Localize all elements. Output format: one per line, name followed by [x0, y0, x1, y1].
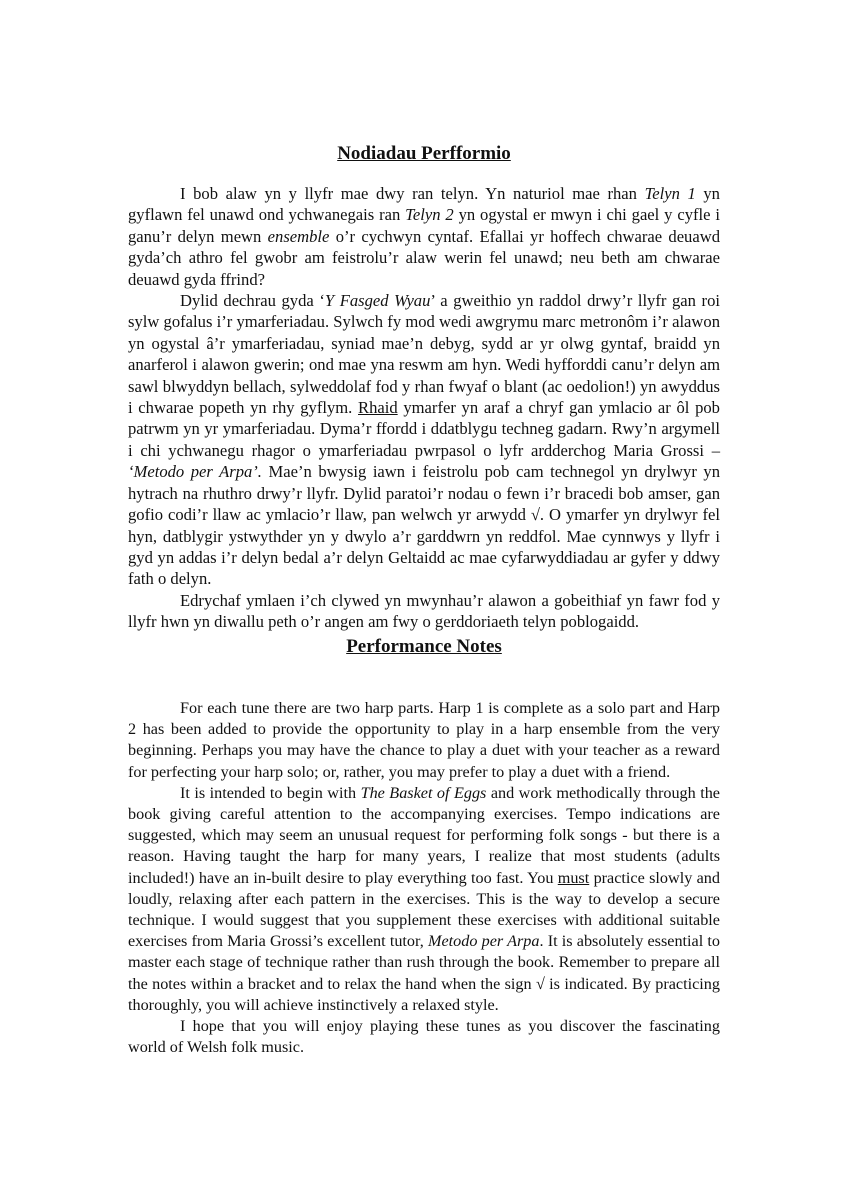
- italic-text: Telyn 1: [644, 184, 696, 203]
- italic-text: Telyn 2: [405, 205, 454, 225]
- text-run: ’ a gweithio yn raddol drwy’r llyfr gan roi sylw gofalus i’r ymarferiadau. Sylwch fy mod wedi awgrymu marc metronôm i’r alawon yn ogystal â’r ymarferiadau, syniad mae’n debyg, sydd ar yr olwg gyntaf, braidd yn anarferol i alawon gwerin; ond mae yna reswm am hyn. Wedi hyfforddi canu’r delyn am sawl blwyddyn bellach, sylweddolaf fod y rhan fwyaf o blant (ac oedolion!) yn awyddus i chwarae popeth yn rhy gyflym.: [128, 291, 720, 418]
- text-run: Dylid dechrau gyda ‘: [180, 291, 325, 311]
- welsh-paragraph-1: [128, 183, 720, 290]
- text-run: yn gyflawn fel unawd ond ychwanegais ran: [128, 184, 720, 225]
- text-run: yn ogystal er mwyn i chi gael y cyfle i ganu’r delyn mewn: [128, 205, 720, 246]
- english-paragraph-1: For each tune there are two harp parts. Harp 1 is complete as a solo part and Harp 2 has been added to provide the opportunity to play in a harp ensemble from the very beginning. Perhaps you may have the chance to play a duet with your teacher as a reward for perfecting your harp solo; or, rather, you may prefer to play a duet with a friend.: [128, 699, 720, 781]
- welsh-paragraph-3: Edrychaf ymlaen i’ch clywed yn mwynhau’r alawon a gobeithiaf yn fawr fod y llyfr hwn yn diwallu peth o’r angen am fwy o gerddoriaeth telyn poblogaidd.: [128, 590, 720, 632]
- english-paragraph-2: [128, 783, 720, 1016]
- english-section-title: Performance Notes: [346, 636, 502, 657]
- welsh-paragraph-2: [128, 290, 720, 590]
- text-run: o’r cychwyn cyntaf. Efallai yr hoffech chwarae deuawd gyda’ch athro fel gwobr am feistrolu’r alaw werin fel unawd; neu beth am chwarae deuawd gyda ffrind?: [128, 226, 721, 289]
- italic-text: ‘Metodo per Arpa’.: [128, 462, 262, 482]
- underlined-text: Rhaid: [358, 398, 398, 418]
- text-run: ymarfer yn araf a chryf gan ymlacio ar ôl pob patrwm yn yr ymarferiadau. Dyma’r ffordd i ddatblygu techneg gadarn. Rwy’n argymell i chi ychwanegu rhagor o ymarferiadau pwrpasol o lyfr ardderchog Maria Grossi –: [128, 398, 720, 460]
- text-run: . It is absolutely essential to master each stage of technique rather than rush through the book. Remember to prepare all the notes within a bracket and to relax the hand when the sign √ is indicated. By practicing thoroughly, you will achieve instinctively a relaxed style.: [128, 932, 720, 1014]
- italic-text: Metodo per Arpa: [428, 932, 540, 951]
- italic-text: Y Fasged Wyau: [324, 291, 431, 311]
- english-section-body: [128, 698, 720, 1058]
- welsh-section-title: Nodiadau Perfformio: [337, 143, 511, 164]
- english-paragraph-3: I hope that you will enjoy playing these tunes as you discover the fascinating world of Welsh folk music.: [128, 1017, 720, 1057]
- text-run: It is intended to begin with: [180, 783, 361, 802]
- text-run: and work methodically through the book giving careful attention to the accompanying exercises. Tempo indications are suggested, which may seem an unusual request for performing folk songs - but there is a reason. Having taught the harp for many years, I realize that most students (adults included!) have an in-built desire to play everything too fast. You: [128, 783, 720, 887]
- text-run: Mae’n bwysig iawn i feistrolu pob cam technegol yn drylwyr yn hytrach na rhuthro drwy’r llyfr. Dylid paratoi’r nodau o fewn i’r bracedi bob amser, gan gofio codi’r llaw ac ymlacio’r llaw, pan welwch yr arwydd √. O ymarfer yn drylwyr fel hyn, datblygir ystwythder yn y dwylo a’r garddwrn yn reddfol. Mae cynnwys y llyfr i gyd yn addas i’r delyn bedal a’r delyn Geltaidd ac mae cyfarwyddiadau ar gyfer y ddwy fath o delyn.: [128, 462, 720, 589]
- welsh-section-body: [128, 183, 720, 633]
- text-run: practice slowly and loudly, relaxing after each pattern in the exercises. This is the way to develop a secure technique. I would suggest that you supplement these exercises with additional suitable exercises from Maria Grossi’s excellent tutor,: [128, 868, 720, 951]
- italic-text: The Basket of Eggs: [360, 783, 487, 802]
- italic-text: ensemble: [267, 226, 330, 246]
- text-run: I bob alaw yn y llyfr mae dwy ran telyn. Yn naturiol mae rhan: [180, 184, 645, 203]
- underlined-text: must: [557, 868, 590, 887]
